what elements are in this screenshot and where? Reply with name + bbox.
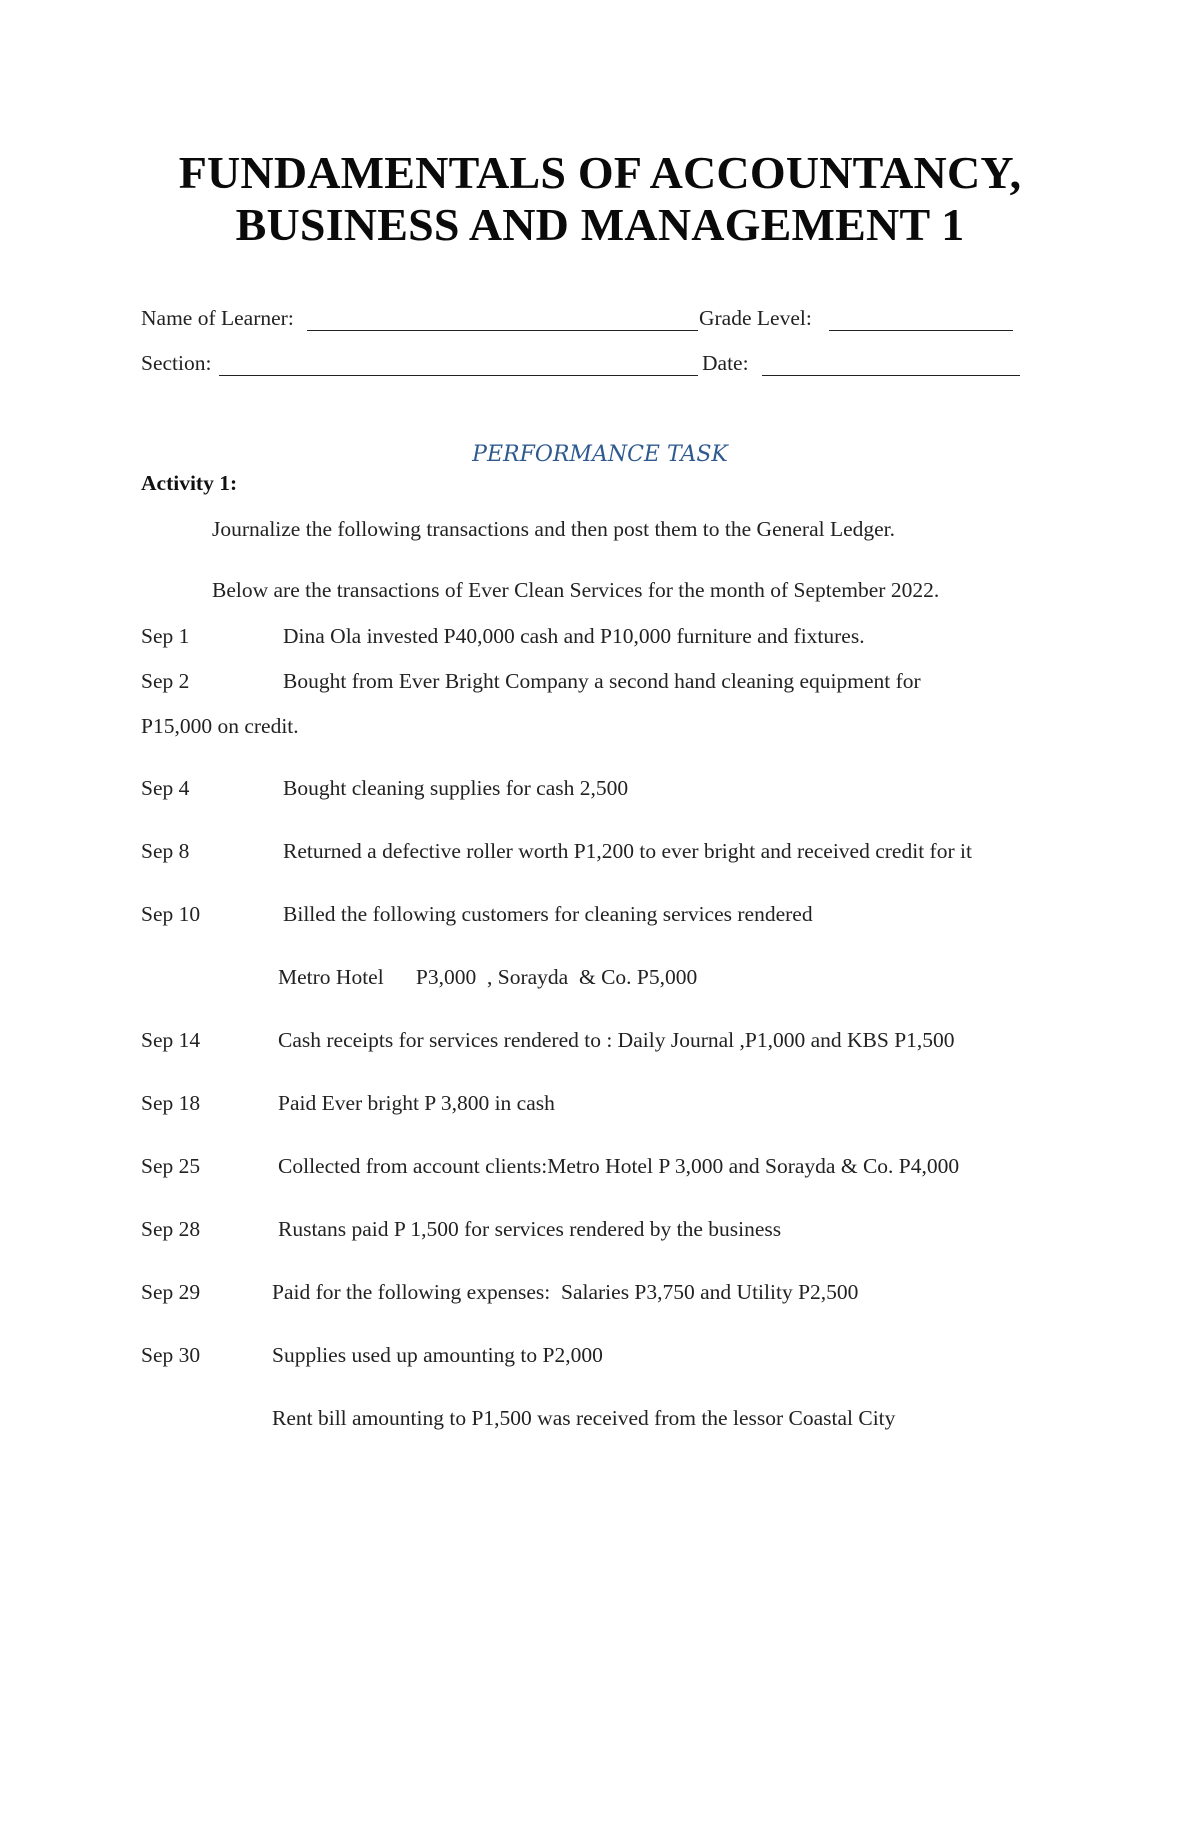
- transaction-text: Billed the following customers for cleaning services rendered: [283, 902, 813, 926]
- transaction-date: Sep 14: [141, 1028, 201, 1052]
- transaction-date: Sep 25: [141, 1154, 201, 1178]
- transaction-text: Collected from account clients:Metro Hotel P 3,000 and Sorayda & Co. P4,000: [278, 1154, 960, 1178]
- transaction-date: Sep 28: [141, 1217, 201, 1241]
- transaction-date: Sep 30: [141, 1343, 201, 1367]
- grade-level-blank[interactable]: [829, 330, 1013, 331]
- transaction-date: Sep 4: [141, 776, 190, 800]
- transaction-text: Cash receipts for services rendered to : Daily Journal ,P1,000 and KBS P1,500: [278, 1028, 955, 1052]
- transaction-text: Paid Ever bright P 3,800 in cash: [278, 1091, 555, 1115]
- transaction-text: Paid for the following expenses: Salaries P3,750 and Utility P2,500: [272, 1280, 859, 1304]
- section-label: Section:: [141, 351, 212, 375]
- date-label: Date:: [702, 351, 749, 375]
- transaction-date: Sep 10: [141, 902, 201, 926]
- transaction-date: Sep 8: [141, 839, 190, 863]
- document-title-line-1: FUNDAMENTALS OF ACCOUNTANCY,: [178, 147, 1022, 198]
- transaction-text: Supplies used up amounting to P2,000: [272, 1343, 603, 1367]
- transaction-text: Bought cleaning supplies for cash 2,500: [283, 776, 629, 800]
- transaction-date: Sep 29: [141, 1280, 201, 1304]
- activity-label: Activity 1:: [141, 471, 238, 495]
- transaction-text: Returned a defective roller worth P1,200 to ever bright and received credit for it: [283, 839, 972, 863]
- name-label: Name of Learner:: [141, 306, 294, 330]
- transaction-date: Sep 18: [141, 1091, 201, 1115]
- transaction-date: Sep 2: [141, 669, 190, 693]
- date-blank[interactable]: [762, 375, 1020, 376]
- activity-instruction: Journalize the following transactions and then post them to the General Ledger.: [212, 517, 896, 541]
- document-title-line-2: BUSINESS AND MANAGEMENT 1: [235, 199, 965, 250]
- transaction-text: Dina Ola invested P40,000 cash and P10,000 furniture and fixtures.: [283, 624, 865, 648]
- name-blank[interactable]: [307, 330, 698, 331]
- section-blank[interactable]: [219, 375, 698, 376]
- transaction-date: Sep 1: [141, 624, 190, 648]
- performance-task-heading: PERFORMANCE TASK: [472, 442, 728, 467]
- transaction-continuation: P15,000 on credit.: [141, 714, 299, 738]
- transaction-subline: Metro Hotel P3,000 , Sorayda & Co. P5,000: [278, 965, 698, 989]
- transaction-text: Rustans paid P 1,500 for services rendered by the business: [278, 1217, 782, 1241]
- transaction-text: Bought from Ever Bright Company a second hand cleaning equipment for: [283, 669, 921, 693]
- transaction-subline: Rent bill amounting to P1,500 was received from the lessor Coastal City: [272, 1406, 896, 1430]
- transactions-intro: Below are the transactions of Ever Clean Services for the month of September 2022.: [212, 578, 940, 602]
- grade-level-label: Grade Level:: [699, 306, 812, 330]
